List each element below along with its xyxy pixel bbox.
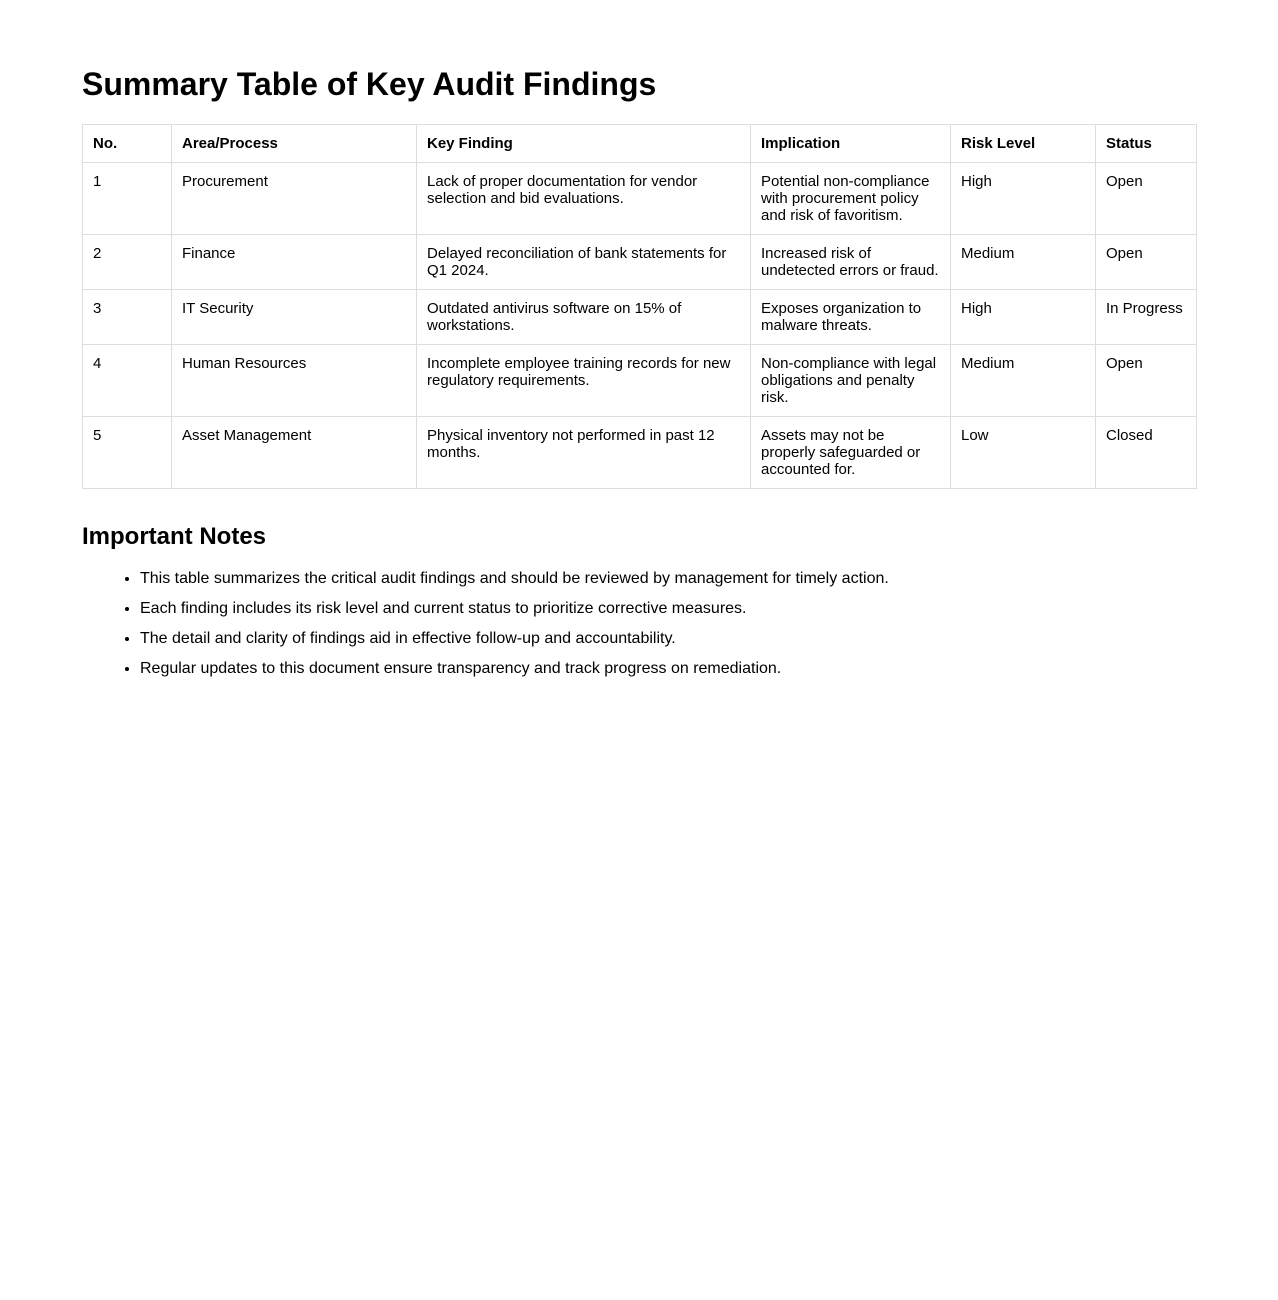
header-no: No.	[83, 125, 172, 163]
header-risk-level: Risk Level	[951, 125, 1096, 163]
cell-status: Open	[1096, 345, 1197, 417]
cell-finding: Incomplete employee training records for new regulatory requirements.	[417, 345, 751, 417]
table-row	[83, 163, 1197, 235]
cell-area: Procurement	[172, 163, 417, 235]
cell-risk-level: Medium	[951, 235, 1096, 290]
cell-no: 3	[83, 290, 172, 345]
cell-risk-level: High	[951, 163, 1096, 235]
cell-status: Open	[1096, 163, 1197, 235]
notes-heading: Important Notes	[82, 523, 267, 550]
header-area-process: Area/Process	[172, 125, 417, 163]
table-header-row	[83, 125, 1197, 163]
cell-risk-level: High	[951, 290, 1096, 345]
audit-findings-table	[82, 124, 1197, 489]
cell-finding: Outdated antivirus software on 15% of workstations.	[417, 290, 751, 345]
cell-finding: Delayed reconciliation of bank statements for Q1 2024.	[417, 235, 751, 290]
cell-area: Finance	[172, 235, 417, 290]
table-row	[83, 417, 1197, 489]
cell-area: IT Security	[172, 290, 417, 345]
cell-finding: Physical inventory not performed in past 12 months.	[417, 417, 751, 489]
cell-status: In Progress	[1096, 290, 1197, 345]
cell-status: Open	[1096, 235, 1197, 290]
table-row	[83, 345, 1197, 417]
cell-area: Human Resources	[172, 345, 417, 417]
list-item: • Each finding includes its risk level and current status to prioritize corrective measures.	[140, 599, 1196, 619]
table-row	[83, 290, 1197, 345]
cell-risk-level: Low	[951, 417, 1096, 489]
cell-implication: Assets may not be properly safeguarded or accounted for.	[751, 417, 951, 489]
cell-no: 4	[83, 345, 172, 417]
cell-no: 2	[83, 235, 172, 290]
cell-implication: Increased risk of undetected errors or fraud.	[751, 235, 951, 290]
list-item: • The detail and clarity of findings aid in effective follow-up and accountability.	[140, 629, 1196, 649]
cell-no: 5	[83, 417, 172, 489]
header-implication: Implication	[751, 125, 951, 163]
cell-implication: Exposes organization to malware threats.	[751, 290, 951, 345]
header-status: Status	[1096, 125, 1197, 163]
cell-implication: Non-compliance with legal obligations and penalty risk.	[751, 345, 951, 417]
list-item: • Regular updates to this document ensure transparency and track progress on remediation.	[140, 659, 1196, 679]
cell-implication: Potential non-compliance with procurement policy and risk of favoritism.	[751, 163, 951, 235]
table-row	[83, 235, 1197, 290]
cell-finding: Lack of proper documentation for vendor selection and bid evaluations.	[417, 163, 751, 235]
notes-list	[82, 569, 1196, 679]
cell-no: 1	[83, 163, 172, 235]
page-title: Summary Table of Key Audit Findings	[82, 66, 657, 102]
list-item: • This table summarizes the critical audit findings and should be reviewed by management for timely action.	[140, 569, 1196, 589]
header-key-finding: Key Finding	[417, 125, 751, 163]
cell-status: Closed	[1096, 417, 1197, 489]
cell-area: Asset Management	[172, 417, 417, 489]
cell-risk-level: Medium	[951, 345, 1096, 417]
